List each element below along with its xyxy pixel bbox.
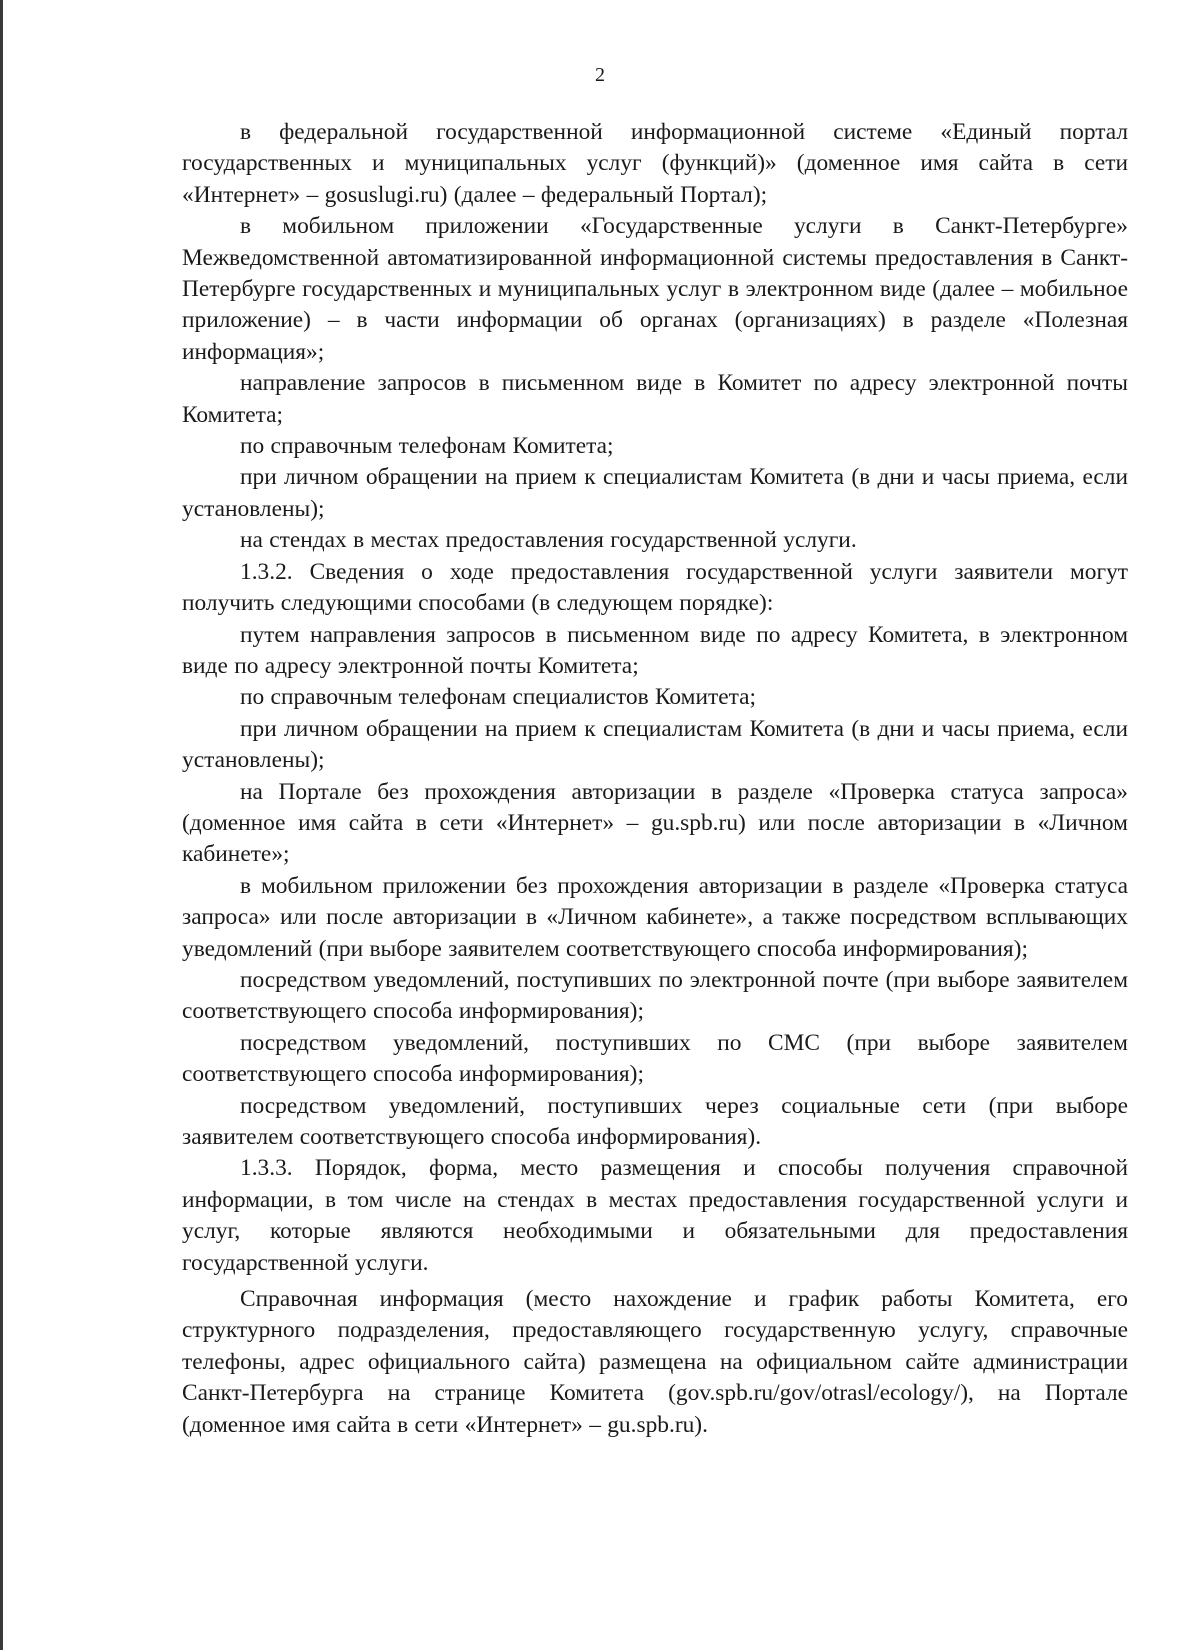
paragraph: посредством уведомлений, поступивших по электронной почте (при выборе заявителем соответствующего способа информирования);: [182, 966, 1128, 1025]
paragraph: в мобильном приложении «Государственные услуги в Санкт-Петербурге» Межведомственной автоматизированной информационной системы предоставления в Санкт-Петербурге государственных и муниципальных услуг в электронном виде (далее – мобильное приложение) – в части информации об органах (организациях) в разделе «Полезная информация»;: [182, 213, 1128, 365]
paragraph: 1.3.2. Сведения о ходе предоставления государственной услуги заявители могут получить следующими способами (в следующем порядке):: [182, 558, 1128, 617]
paragraph: посредством уведомлений, поступивших по СМС (при выборе заявителем соответствующего способа информирования);: [182, 1029, 1128, 1088]
paragraph: при личном обращении на прием к специалистам Комитета (в дни и часы приема, если установлены);: [182, 715, 1128, 774]
paragraph: по справочным телефонам Комитета;: [240, 433, 614, 460]
document-body: [182, 117, 1128, 1441]
paragraph: путем направления запросов в письменном виде по адресу Комитета, в электронном виде по адресу электронной почты Комитета;: [182, 621, 1128, 679]
paragraph: в мобильном приложении без прохождения авторизации в разделе «Проверка статуса запроса» или после авторизации в «Личном кабинете», а также посредством всплывающих уведомлений (при выборе заявителем соответствующего способа информирования);: [182, 872, 1128, 962]
paragraph: направление запросов в письменном виде в Комитет по адресу электронной почты Комитета;: [182, 370, 1128, 428]
paragraph: на Портале без прохождения авторизации в разделе «Проверка статуса запроса» (доменное имя сайта в сети «Интернет» – gu.spb.ru) или после авторизации в «Личном кабинете»;: [182, 778, 1128, 868]
paragraph: при личном обращении на прием к специалистам Комитета (в дни и часы приема, если установлены);: [182, 464, 1128, 522]
paragraph: в федеральной государственной информационной системе «Единый портал государственных и муниципальных услуг (функций)» (доменное имя сайта в сети «Интернет» – gosuslugi.ru) (далее – федеральный Портал);: [182, 119, 1128, 208]
paragraph: посредством уведомлений, поступивших через социальные сети (при выборе заявителем соответствующего способа информирования).: [182, 1092, 1128, 1150]
paragraph: Справочная информация (место нахождение и график работы Комитета, его структурного подразделения, предоставляющего государственную услугу, справочные телефоны, адрес официального сайта) размещена на официальном сайте администрации Санкт-Петербурга на странице Комитета (gov.spb.ru/gov/otrasl/ecology/), на Портале (доменное имя сайта в сети «Интернет» – gu.spb.ru).: [182, 1286, 1128, 1438]
page-number: 2: [595, 64, 605, 86]
paragraph: на стендах в местах предоставления государственной услуги.: [240, 527, 857, 554]
scan-edge: [0, 0, 3, 1650]
paragraph: по справочным телефонам специалистов Комитета;: [240, 684, 756, 711]
paragraph: 1.3.3. Порядок, форма, место размещения и способы получения справочной информации, в том числе на стендах в местах предоставления государственной услуги и услуг, которые являются необходимыми и обязательными для предоставления государственной услуги.: [182, 1155, 1128, 1276]
